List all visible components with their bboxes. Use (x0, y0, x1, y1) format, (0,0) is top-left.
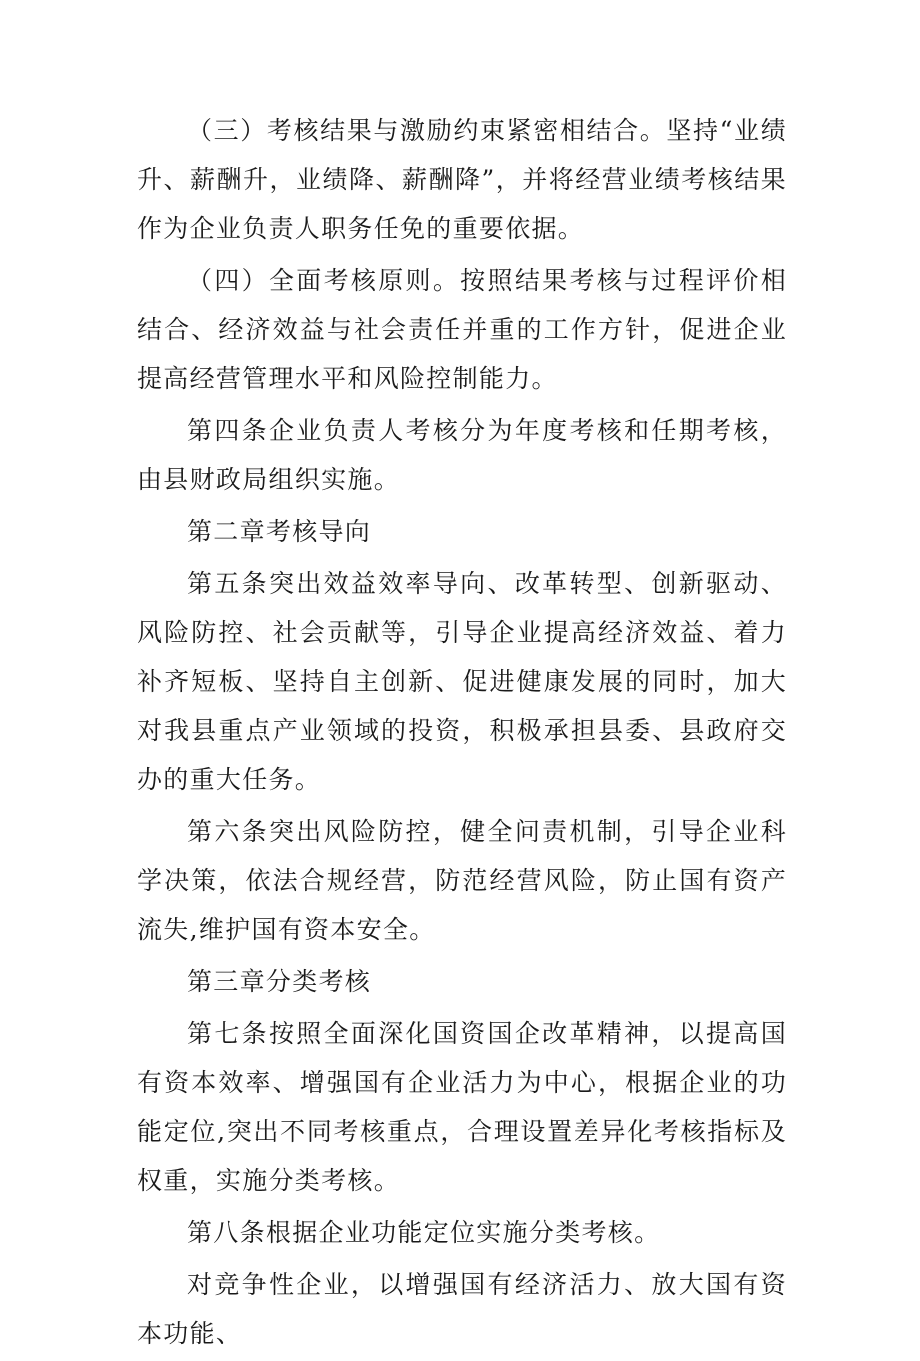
paragraph-article-7: 第七条按照全面深化国资国企改革精神，以提高国有资本效率、增强国有企业活力为中心，根据企业的功能定位,突出不同考核重点，合理设置差异化考核指标及权重，实施分类考核。 (137, 1019, 787, 1195)
paragraph-principle-4: （四）全面考核原则。按照结果考核与过程评价相结合、经济效益与社会责任并重的工作方针，促进企业提高经营管理水平和风险控制能力。 (137, 266, 787, 393)
paragraph-article-5: 第五条突出效益效率导向、改革转型、创新驱动、风险防控、社会贡献等，引导企业提高经济效益、着力补齐短板、坚持自主创新、促进健康发展的同时，加大对我县重点产业领域的投资，积极承担县委、县政府交办的重大任务。 (137, 569, 787, 794)
paragraph-competitive-enterprises: 对竞争性企业，以增强国有经济活力、放大国有资本功能、 (137, 1270, 787, 1348)
chapter-heading-3: 第三章分类考核 (187, 967, 372, 996)
paragraph-principle-3: （三）考核结果与激励约束紧密相结合。坚持“业绩升、薪酬升，业绩降、薪酬降”，并将经营业绩考核结果作为企业负责人职务任免的重要依据。 (137, 116, 787, 243)
paragraph-article-4: 第四条企业负责人考核分为年度考核和任期考核，由县财政局组织实施。 (137, 416, 787, 494)
paragraph-article-6: 第六条突出风险防控，健全问责机制，引导企业科学决策，依法合规经营，防范经营风险，防止国有资产流失,维护国有资本安全。 (137, 817, 787, 944)
document-body (137, 106, 787, 1361)
paragraph-article-8: 第八条根据企业功能定位实施分类考核。 (187, 1218, 661, 1247)
chapter-heading-2: 第二章考核导向 (187, 517, 372, 546)
